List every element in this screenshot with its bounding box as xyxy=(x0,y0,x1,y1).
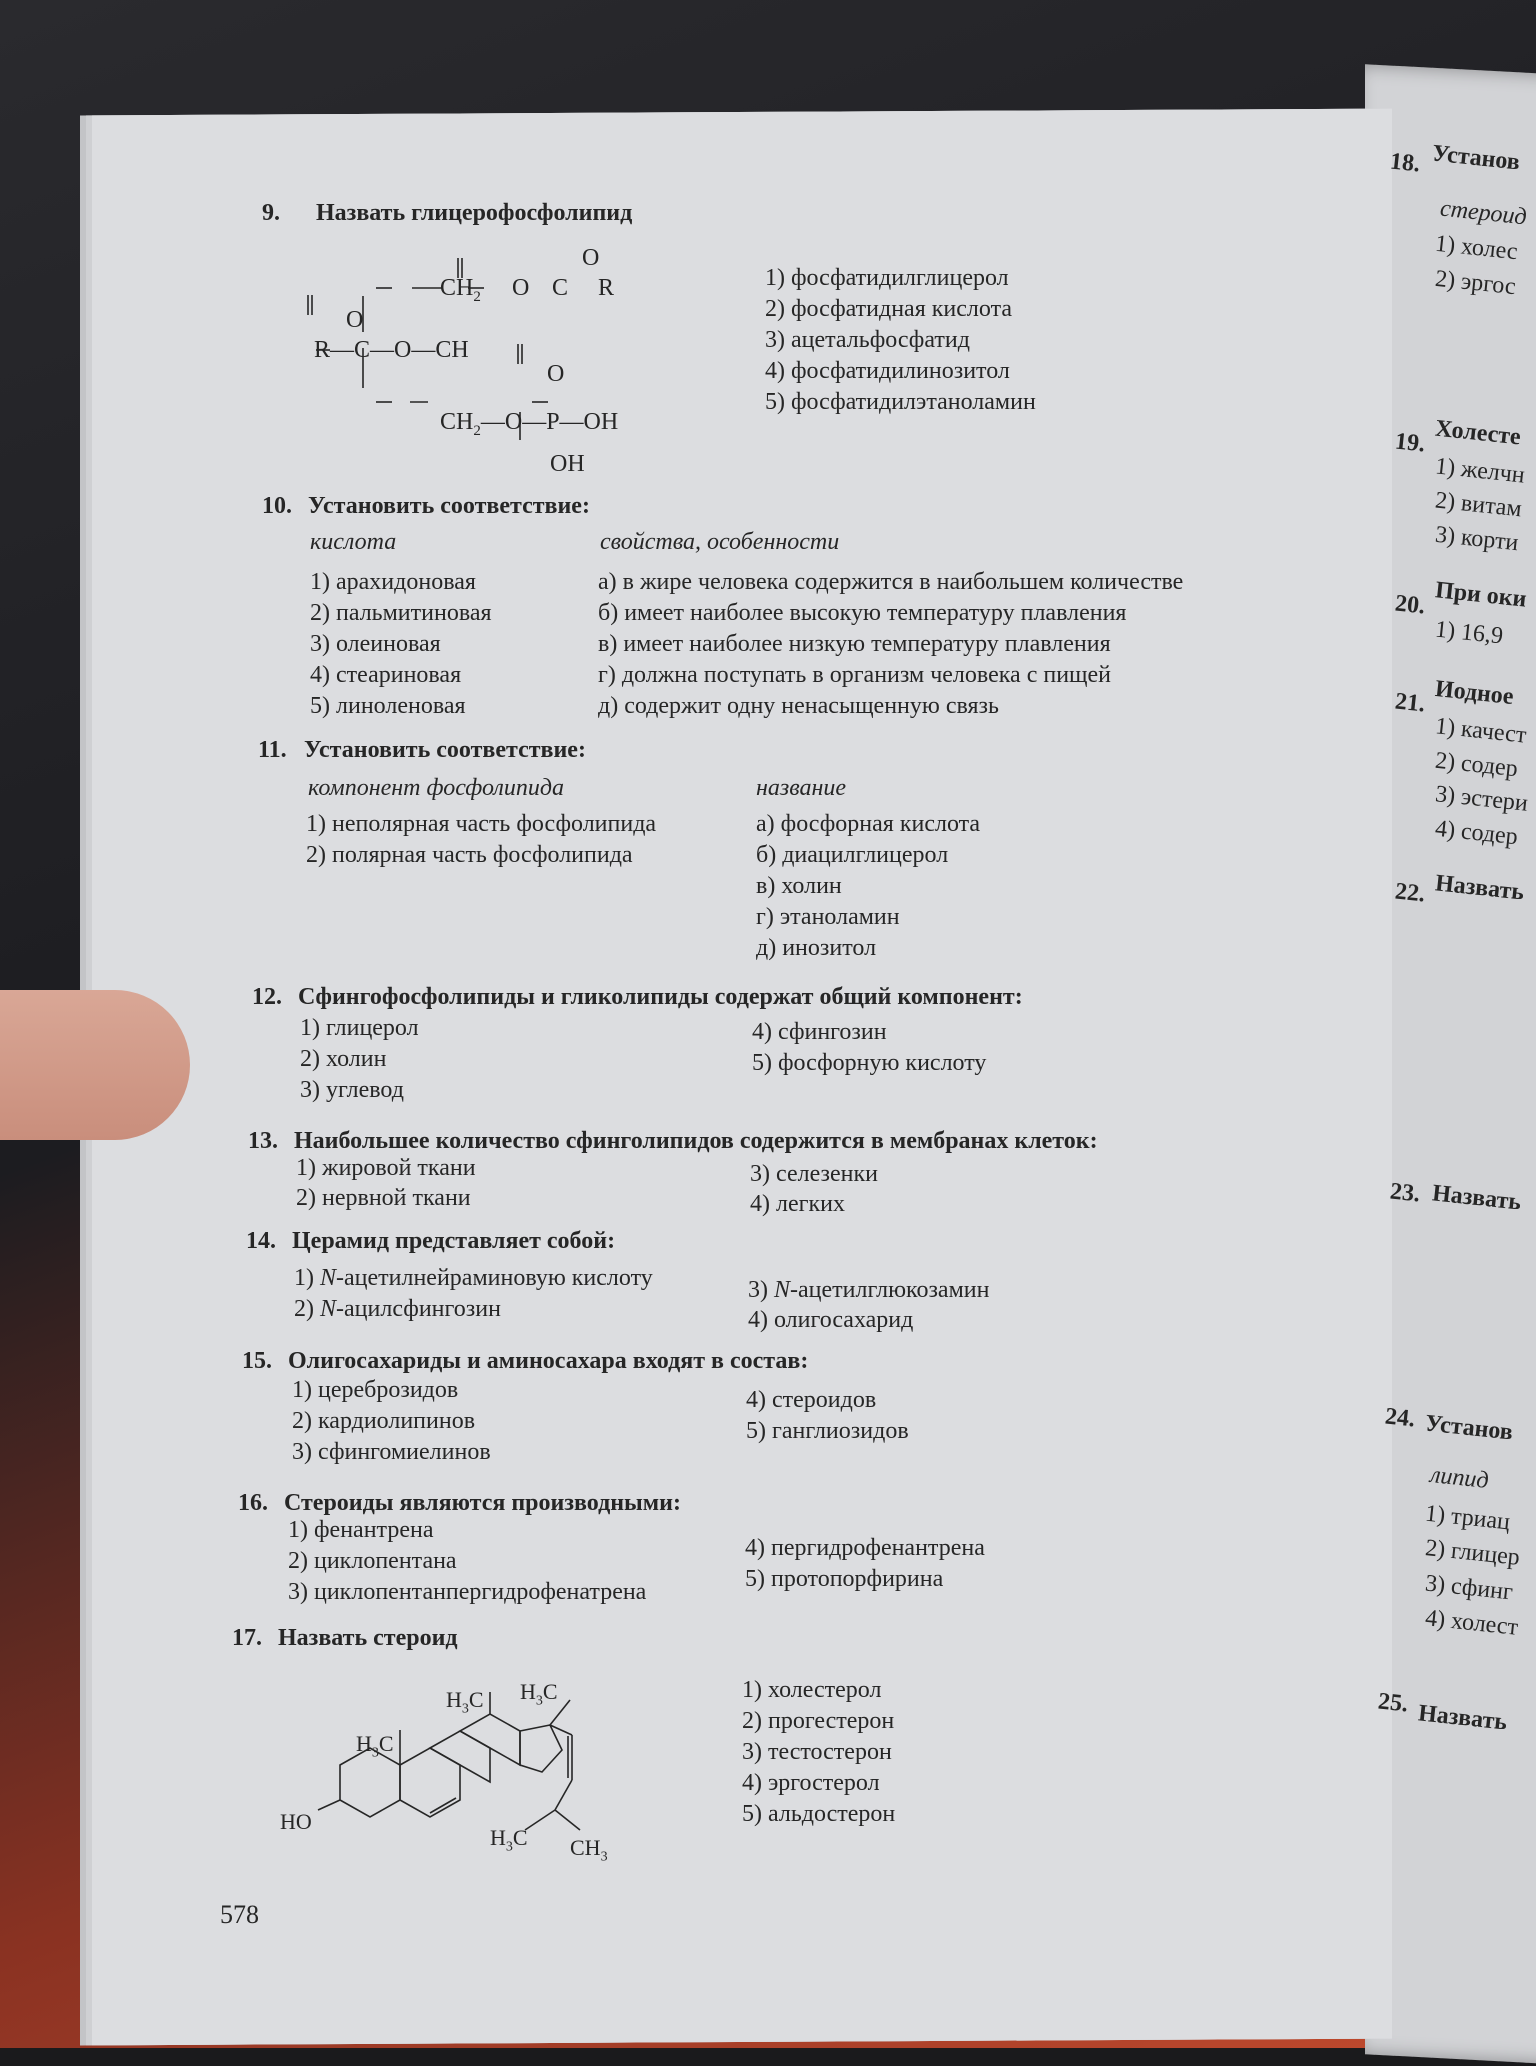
list-item: 1) жировой ткани xyxy=(296,1155,476,1181)
list-item: 3) тестостерон xyxy=(742,1739,892,1765)
list-item: 4) сфингозин xyxy=(752,1019,887,1045)
list-item: б) диацилглицерол xyxy=(756,842,949,868)
right-page-line: 2) эргос xyxy=(1433,265,1517,301)
list-item: 5) линоленовая xyxy=(310,693,466,719)
question-15-heading xyxy=(242,1348,808,1375)
list-item: 2) N-ацилсфингозин xyxy=(294,1296,501,1322)
list-item: 5) протопорфирина xyxy=(745,1566,944,1592)
q10-col2-head: свойства, особенности xyxy=(600,529,840,555)
right-page-line: 2) витам xyxy=(1433,487,1523,523)
right-page-line: Назвать xyxy=(1430,1180,1523,1216)
list-item: 2) кардиолипинов xyxy=(292,1408,476,1434)
right-page-line: 2) глицер xyxy=(1423,1535,1522,1571)
question-title: Назвать стероид xyxy=(278,1625,458,1651)
right-page-line: 21. xyxy=(1393,688,1427,718)
right-page-line: липид xyxy=(1428,1462,1490,1494)
list-item: 1) фосфатидилглицерол xyxy=(765,265,1009,291)
list-item: 2) фосфатидная кислота xyxy=(765,296,1012,322)
right-page-line: Назвать xyxy=(1416,1700,1509,1736)
question-11-heading xyxy=(258,737,586,764)
question-number: 9. xyxy=(262,200,280,226)
formula9-o-p: O xyxy=(547,361,565,387)
list-item: 1) фенантрена xyxy=(288,1517,434,1543)
list-item: 4) фосфатидилинозитол xyxy=(765,358,1010,384)
right-page-line: 23. xyxy=(1388,1178,1422,1208)
list-item: 2) нервной ткани xyxy=(296,1185,471,1211)
right-page-line: 24. xyxy=(1383,1403,1417,1433)
list-item: 5) фосфорную кислоту xyxy=(752,1050,987,1076)
h3c-left: $H_3C$ xyxy=(356,1731,394,1761)
list-item: 1) арахидоновая xyxy=(310,569,476,595)
right-page-line: 1) холес xyxy=(1433,230,1519,266)
list-item: 2) циклопентана xyxy=(288,1548,457,1574)
right-page-line: Иодное xyxy=(1433,675,1515,711)
right-page-line: Холесте xyxy=(1433,415,1522,451)
right-page-line: 3) корти xyxy=(1433,521,1520,557)
list-item: в) холин xyxy=(756,873,842,899)
question-number: 12. xyxy=(252,984,282,1010)
q11-col1-head: компонент фосфолипида xyxy=(308,775,565,801)
list-item: 3) ацетальфосфатид xyxy=(765,327,970,353)
list-item: 3) сфингомиелинов xyxy=(292,1439,491,1465)
list-item: 2) полярная часть фосфолипида xyxy=(306,842,633,868)
question-number: 16. xyxy=(238,1490,268,1516)
h3c-bottom: $H_3C$ xyxy=(490,1825,528,1855)
question-number: 17. xyxy=(232,1625,262,1651)
list-item: 1) холестерол xyxy=(742,1677,882,1703)
formula9-o1: O xyxy=(512,275,530,301)
list-item: 4) пергидрофенантрена xyxy=(745,1535,985,1561)
question-title: Наибольшее количество сфинголипидов содержится в мембранах клеток: xyxy=(294,1128,1098,1154)
right-page-line: 19. xyxy=(1393,428,1427,458)
list-item: 5) фосфатидилэтаноламин xyxy=(765,389,1036,415)
q11-col2-head: название xyxy=(756,775,847,801)
list-item: 4) стеариновая xyxy=(310,662,462,688)
question-number: 10. xyxy=(262,493,292,519)
list-item: в) имеет наиболее низкую температуру плавления xyxy=(598,631,1111,657)
formula9-c1: C xyxy=(552,275,569,301)
question-number: 11. xyxy=(258,737,287,763)
question-13-heading xyxy=(248,1128,1098,1155)
right-page-line: Назвать xyxy=(1433,870,1526,906)
list-item: б) имеет наиболее высокую температуру плавления xyxy=(598,600,1127,626)
list-item: 3) селезенки xyxy=(750,1161,878,1187)
right-page-line: Установ xyxy=(1430,140,1522,176)
right-page-line: 1) желчн xyxy=(1433,453,1526,489)
list-item: 4) стероидов xyxy=(746,1387,877,1413)
list-item: 4) легких xyxy=(750,1191,845,1217)
question-title: Установить соответствие: xyxy=(304,737,586,763)
list-item: 1) N-ацетилнейраминовую кислоту xyxy=(294,1265,653,1291)
list-item: д) содержит одну ненасыщенную связь xyxy=(598,693,999,719)
right-page-line: 2) содер xyxy=(1433,747,1520,783)
list-item: 2) прогестерон xyxy=(742,1708,895,1734)
question-title: Стероиды являются производными: xyxy=(284,1490,681,1516)
list-item: 3) N-ацетилглюкозамин xyxy=(748,1277,990,1303)
question-title: Олигосахариды и аминосахара входят в состав: xyxy=(288,1348,809,1374)
h3c-top1: $H_3C$ xyxy=(446,1687,484,1717)
question-title: Церамид представляет собой: xyxy=(292,1228,616,1254)
list-item: 1) цереброзидов xyxy=(292,1377,459,1403)
right-page-line: 25. xyxy=(1376,1688,1410,1718)
list-item: 2) пальмитиновая xyxy=(310,600,492,626)
question-number: 15. xyxy=(242,1348,272,1374)
formula9-ch2-bot: $CH_2—O—P—OH$ xyxy=(440,409,619,439)
right-page-line: 4) содер xyxy=(1433,815,1520,851)
formula9-o-top: O xyxy=(582,245,600,271)
right-page-line: 1) триац xyxy=(1423,1500,1512,1536)
right-page-line: 1) 16,9 xyxy=(1433,616,1505,650)
right-page-line: Установ xyxy=(1423,1410,1515,1446)
list-item: 5) альдостерон xyxy=(742,1801,896,1827)
ho-group: HO xyxy=(280,1809,312,1834)
list-item: 3) циклопентанпергидрофенатрена xyxy=(288,1579,647,1605)
list-item: а) фосфорная кислота xyxy=(756,811,981,837)
formula9-ch2-top: $CH_2$ xyxy=(440,275,481,305)
right-page-line: 1) качест xyxy=(1433,713,1528,749)
formula9-oh-bottom: OH xyxy=(550,451,585,477)
question-number: 14. xyxy=(246,1228,276,1254)
formula9-r2: R—C—O—CH xyxy=(314,337,469,363)
right-page-line: стероид xyxy=(1438,195,1528,231)
q10-col1-head: кислота xyxy=(310,529,397,555)
question-12-heading xyxy=(252,984,1023,1011)
question-10-heading xyxy=(262,493,590,520)
question-17-heading xyxy=(232,1625,458,1652)
h3c-top2: $H_3C$ xyxy=(520,1679,558,1709)
right-page-line: 3) эстери xyxy=(1433,781,1530,817)
question-number: 13. xyxy=(248,1128,278,1154)
page-number: 578 xyxy=(220,1900,259,1929)
list-item: 4) олигосахарид xyxy=(748,1307,914,1333)
right-page-line: 18. xyxy=(1388,148,1422,178)
question-14-heading xyxy=(246,1228,615,1255)
right-page-line: 3) сфинг xyxy=(1423,1570,1515,1606)
question-title: Назвать глицерофосфолипид xyxy=(316,200,633,226)
question-title: Установить соответствие: xyxy=(308,493,590,519)
right-page-line: 20. xyxy=(1393,590,1427,620)
list-item: г) этаноламин xyxy=(756,904,900,930)
list-item: 4) эргостерол xyxy=(742,1770,880,1796)
formula9-o-left: O xyxy=(346,307,364,333)
list-item: г) должна поступать в организм человека с пищей xyxy=(598,662,1112,688)
list-item: 3) олеиновая xyxy=(310,631,441,657)
list-item: 3) углевод xyxy=(300,1077,404,1103)
formula9-r1: R xyxy=(598,275,615,301)
right-page-line: 4) холест xyxy=(1423,1605,1520,1641)
list-item: а) в жире человека содержится в наибольшем количестве xyxy=(598,569,1184,595)
question-16-heading xyxy=(238,1490,681,1517)
right-page-line: 22. xyxy=(1393,878,1427,908)
list-item: 2) холин xyxy=(300,1046,387,1072)
ch3-bottom: $CH_3$ xyxy=(570,1835,608,1865)
list-item: д) инозитол xyxy=(756,935,877,961)
list-item: 1) глицерол xyxy=(300,1015,419,1041)
question-9-heading xyxy=(262,200,632,227)
question-title: Сфингофосфолипиды и гликолипиды содержат общий компонент: xyxy=(298,984,1023,1010)
right-page-line: При оки xyxy=(1433,577,1528,613)
list-item: 5) ганглиозидов xyxy=(746,1418,909,1444)
list-item: 1) неполярная часть фосфолипида xyxy=(306,811,657,837)
